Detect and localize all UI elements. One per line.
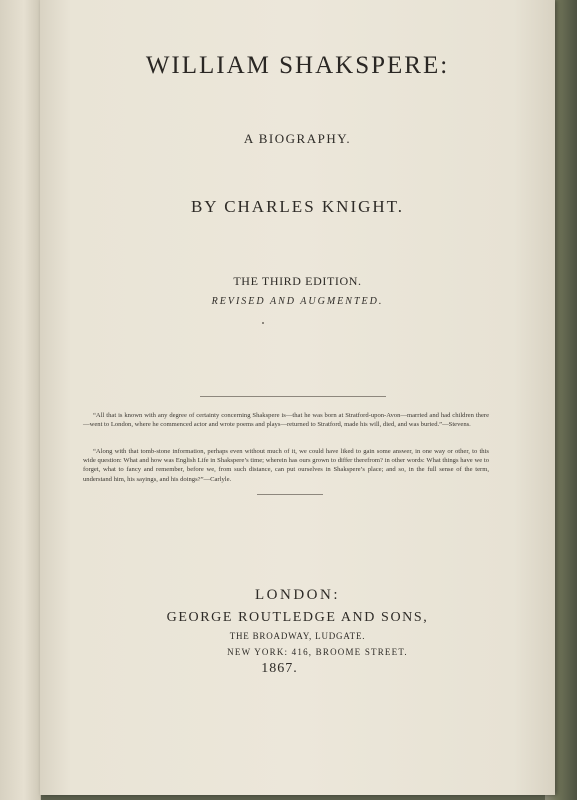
imprint-year: 1867. — [261, 661, 298, 676]
imprint-address-london: THE BROADWAY, LUDGATE. — [229, 631, 366, 641]
divider-rule-bottom — [257, 494, 323, 495]
epigraph-quote-carlyle: “Along with that tomb-stone information, perhaps even without much of it, we could have liked to gain some answer, in one way or other, to this wide question: What and how was English Life in Shakspere’s time; wherein has ours grown to differ therefrom? in other words: What things have we to forget, what to fancy and remember, before we, from such distance, can put ourselves in Shakspere’s place; and so, in the full sense of the term, understand him, his sayings, and his doings?”—Carlyle. — [83, 447, 489, 483]
ornament-dot — [262, 322, 264, 324]
epigraph-quote-stevens: “All that is known with any degree of certainty concerning Shakspere is—that he was born at Stratford-upon-Avon—married and had children there—went to London, where he commenced actor and wrote poems and plays—returned to Stratford, made his will, died, and was buried.”—Stevens. — [83, 411, 489, 428]
edition-label: THE THIRD EDITION. — [233, 274, 362, 288]
left-page-edge — [0, 0, 41, 800]
book-title: WILLIAM SHAKSPERE: — [145, 52, 450, 79]
imprint-publisher: GEORGE ROUTLEDGE AND SONS, — [166, 610, 429, 625]
revised-label: REVISED AND AUGMENTED. — [211, 296, 384, 307]
imprint-address-new-york: NEW YORK: 416, BROOME STREET. — [227, 647, 408, 657]
divider-rule-top — [200, 396, 386, 397]
book-subtitle: A BIOGRAPHY. — [243, 131, 352, 146]
imprint-place: LONDON: — [255, 587, 340, 603]
book-author: BY CHARLES KNIGHT. — [190, 197, 405, 216]
title-page — [40, 0, 555, 795]
